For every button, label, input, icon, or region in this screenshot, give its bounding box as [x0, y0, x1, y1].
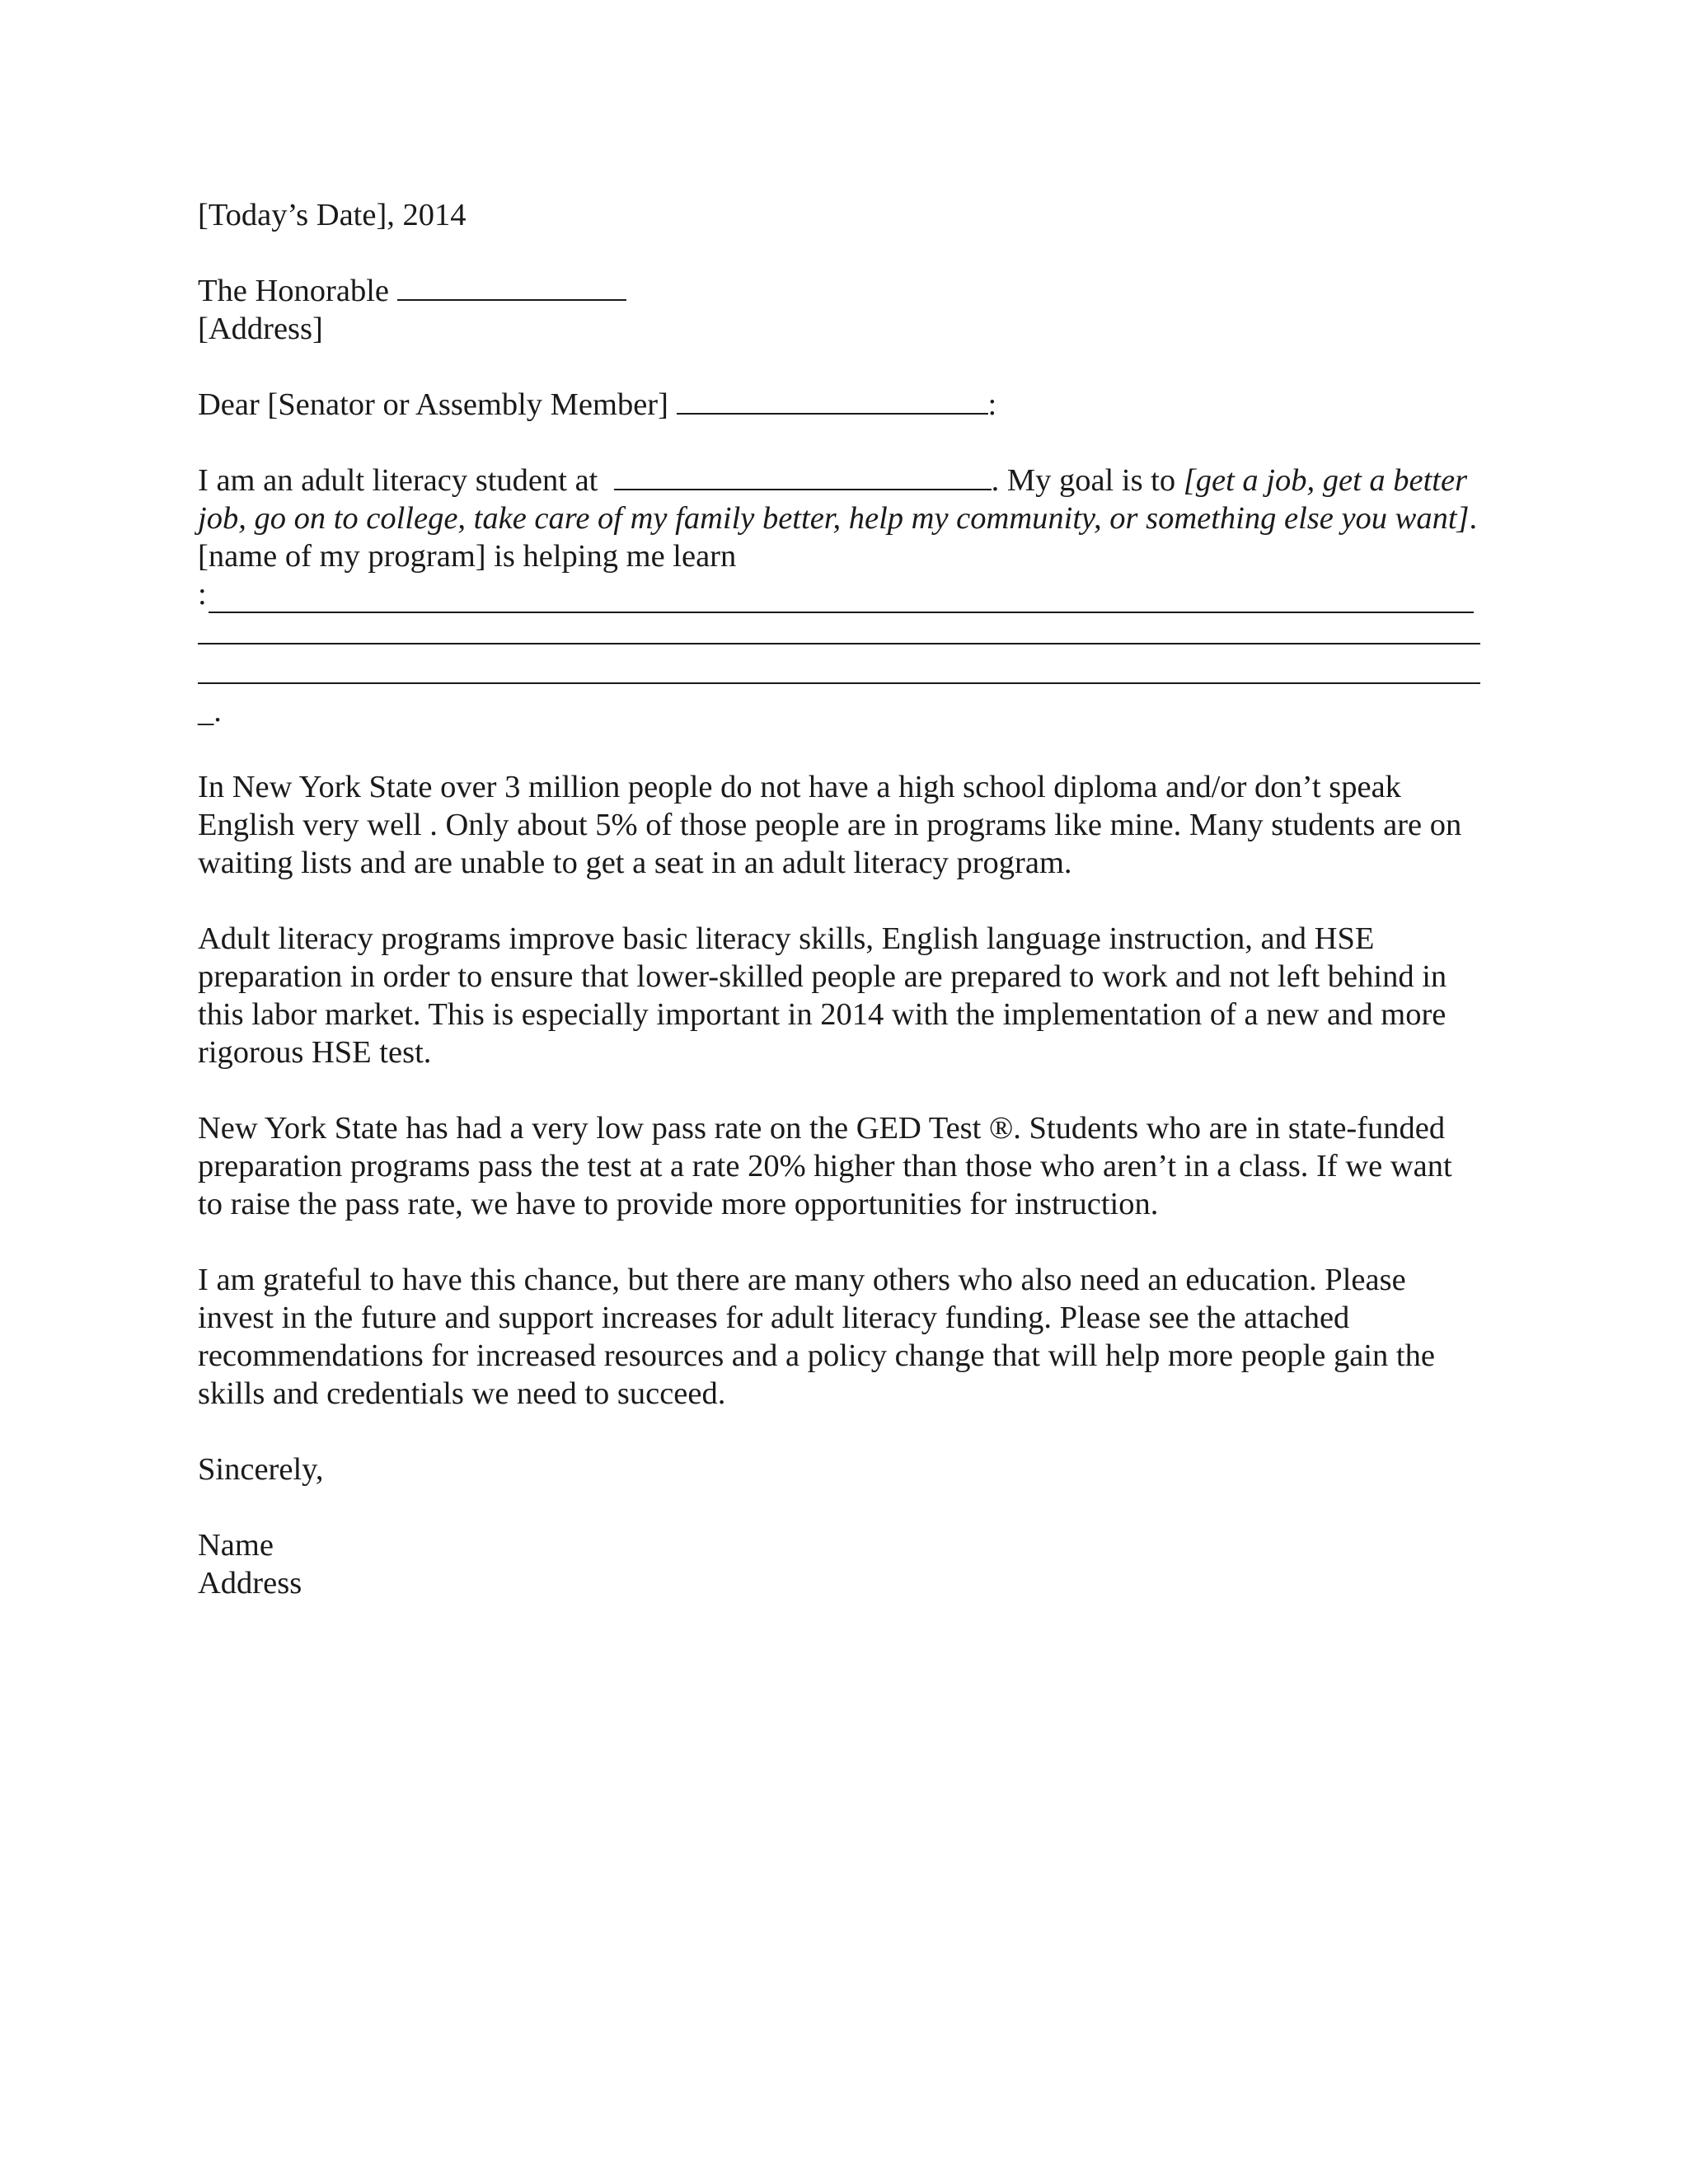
paragraph-programs: Adult literacy programs improve basic literacy skills, English language instruction, and HSE preparation in order to ensure that lower-skilled people are prepared to work and not left behind in this labor market. This is especially important in 2014 with the implementation of a new and more rigorous HSE test. [198, 921, 1447, 1070]
paragraph-ged: New York State has had a very low pass rate on the GED Test ®. Students who are in state-funded preparation programs pass the test at a rate 20% higher than those who aren’t in a class. If we want to raise the pass rate, we have to provide more opportunities for instruction. [198, 1111, 1452, 1221]
letter-page [198, 196, 1484, 1602]
closing: Sincerely, [198, 1452, 324, 1487]
intro-paragraph [198, 462, 1484, 575]
paragraph-request: I am grateful to have this chance, but there are many others who also need an education. Please invest in the future and support increases for adult literacy funding. Please see the attached recommendations for increased resources and a policy change that will help more people gain the skills and credentials we need to succeed. [198, 1263, 1435, 1411]
intro-program-text: . [name of my program] is helping me learn [198, 501, 1478, 574]
goals-options: [get a job, get a better job, go on to college, take care of my family better, help my community, or something else you want] [198, 463, 1470, 536]
salutation-colon: : [987, 387, 997, 422]
recipient-address: [Address] [198, 312, 323, 346]
date-line: [Today’s Date], 2014 [198, 198, 467, 232]
recipient-line [198, 272, 1484, 310]
learning-end-mark: _. [198, 694, 222, 729]
program-blank[interactable] [614, 464, 992, 490]
learning-blank-2[interactable] [198, 613, 1480, 644]
salutation [198, 386, 1484, 424]
learning-blank-1[interactable] [209, 587, 1474, 613]
learning-blank-3[interactable] [198, 653, 1480, 684]
intro-goal-lead: . My goal is to [991, 463, 1176, 498]
learning-line-1 [198, 575, 1474, 613]
recipient-honorific: The Honorable [198, 274, 389, 308]
intro-lead: I am an adult literacy student at [198, 463, 598, 498]
learning-colon: : [198, 577, 207, 612]
signature-name: Name [198, 1528, 274, 1563]
paragraph-statistics: In New York State over 3 million people do not have a high school diploma and/or don’t speak English very well . Only about 5% of those people are in programs like mine. Many students are on waiting lists and are unable to get a seat in an adult literacy program. [198, 770, 1462, 880]
salutation-text: Dear [Senator or Assembly Member] [198, 387, 668, 422]
salutation-name-blank[interactable] [677, 388, 988, 415]
signature-address: Address [198, 1566, 302, 1601]
recipient-name-blank[interactable] [397, 274, 626, 301]
